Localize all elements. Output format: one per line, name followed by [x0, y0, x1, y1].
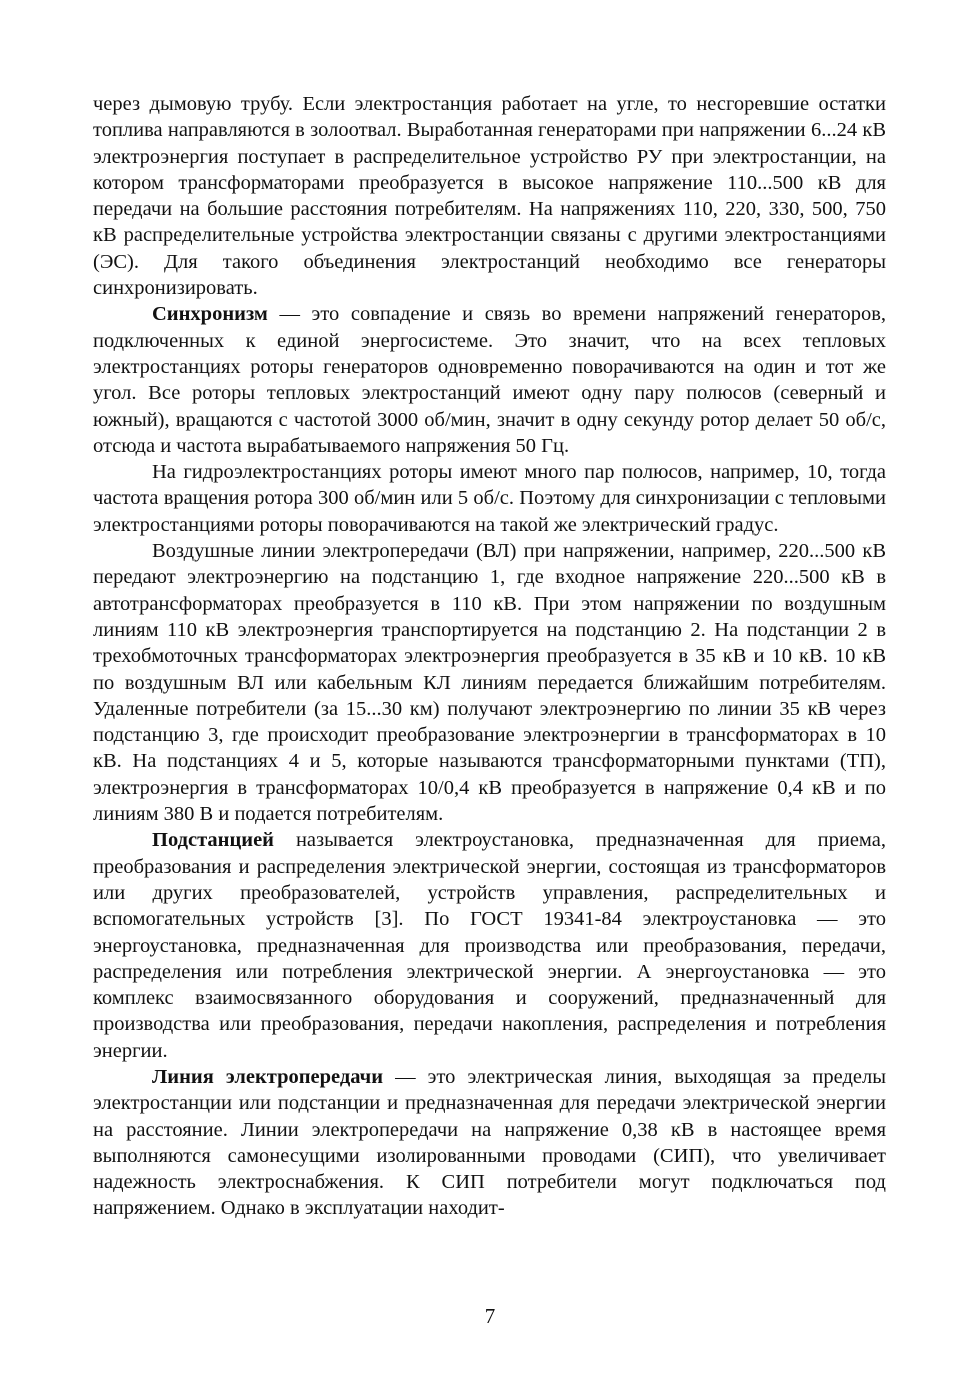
paragraph-text: — это совпадение и связь во времени напряжений генераторов, подключенных к единой энергосистеме. Это значит, что на всех тепловых электростанциях роторы генераторов одновременно поворачиваются на один и тот же угол. Все роторы тепловых электростанций имеют одну пару полюсов (северный и южный), вращаются с частотой 3000 об/мин, значит в одну секунду ротор делает 50 об/с, отсюда и частота вырабатываемого напряжения 50 Гц. — [93, 303, 886, 457]
paragraph-hydro — [93, 459, 886, 538]
paragraph-substation — [93, 827, 886, 1064]
paragraph-sinkhronizm — [93, 301, 886, 459]
page-number: 7 — [484, 1304, 496, 1328]
paragraph-power-line — [93, 1064, 886, 1222]
paragraph-text: называется электроустановка, предназначенная для приема, преобразования и распределения электрической энергии, состоящая из трансформаторов или других преобразователей, устройств управления, распределительных и вспомогательных устройств [3]. По ГОСТ 19341-84 электроустановка — это энергоустановка, предназначенная для производства или преобразования, передачи, распределения или потребления электрической энергии. А энергоустановка — это комплекс взаимосвязанного оборудования и сооружений, предназначенный для производства или преобразования, передачи накопления, распределения и потребления энергии. — [93, 829, 886, 1062]
paragraph-text: На гидроэлектростанциях роторы имеют много пар полюсов, например, 10, тогда частота вращения ротора 300 об/мин или 5 об/с. Поэтому для синхронизации с тепловыми электростанциями роторы поворачиваются на такой же электрический градус. — [93, 461, 886, 536]
paragraph-text: Воздушные линии электропередачи (ВЛ) при напряжении, например, 220...500 кВ передают электроэнергию на подстанцию 1, где входное напряжение 220...500 кВ в автотрансформаторах преобразуется в 110 кВ. При этом напряжении по воздушным линиям 110 кВ электроэнергия транспортируется на подстанцию 2. На подстанции 2 в трехобмоточных трансформаторах электроэнергия преобразуется в 35 кВ и 10 кВ. 10 кВ по воздушным ВЛ или кабельным КЛ линиям передается ближайшим потребителям. Удаленные потребители (за 15...30 км) получают электроэнергию по линии 35 кВ через подстанцию 3, где происходит преобразование электроэнергии в трансформаторах в 10 кВ. На подстанциях 4 и 5, которые называются трансформаторными пунктами (ТП), электроэнергия в трансформаторах 10/0,4 кВ преобразуется в напряжение 0,4 кВ и по линиям 380 В и подается потребителям. — [93, 540, 886, 826]
paragraph-overhead-lines — [93, 538, 886, 827]
paragraph-text: — это электрическая линия, выходящая за пределы электростанции или подстанции и предназначенная для передачи электрической энергии на расстояние. Линии электропередачи на напряжение 0,38 кВ в настоящее время выполняются самонесущими изолированными проводами (СИП), что увеличивает надежность электроснабжения. К СИП потребители могут подключаться под напряжением. Однако в эксплуатации находит- — [93, 1065, 886, 1220]
paragraph-text: через дымовую трубу. Если электростанция работает на угле, то несгоревшие остатки топлива направляются в золоотвал. Выработанная генераторами при напряжении 6...24 кВ электроэнергия поступает в распределительное устройство РУ при электростанции, на котором трансформаторами преобразуется в высокое напряжение 110...500 кВ для передачи на большие расстояния потребителям. На напряжениях 110, 220, 330, 500, 750 кВ распределительные устройства электростанции связаны с другими электростанциями (ЭС). Для такого объединения электростанций необходимо все генераторы синхронизировать. — [93, 93, 886, 300]
defined-term: Линия электропередачи — [152, 1065, 384, 1088]
defined-term: Подстанцией — [152, 829, 274, 852]
body-text — [93, 91, 886, 1222]
defined-term: Синхронизм — [152, 303, 268, 326]
paragraph-1 — [93, 91, 886, 301]
